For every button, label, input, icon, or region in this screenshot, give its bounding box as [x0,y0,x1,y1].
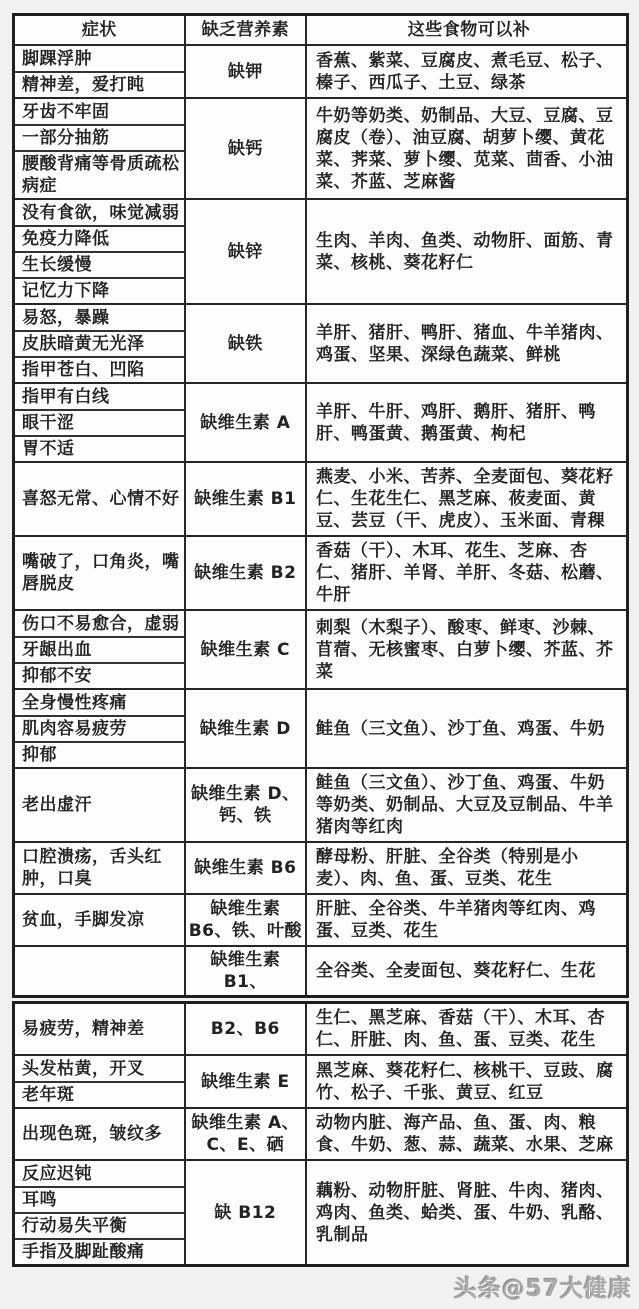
symptom-column [15,1004,184,1054]
symptom-cell [15,843,184,893]
symptom-cell [15,636,184,662]
symptom-cell [15,463,184,535]
nutrient-cell [184,690,307,767]
nutrient-cell [184,200,307,303]
symptom-cell [15,71,184,97]
symptom-cell [15,537,184,609]
nutrient-cell [184,895,307,945]
symptom-text: 嘴破了，口角炎，嘴唇脱皮 [22,552,180,594]
nutrient-cell [184,537,307,609]
nutrient-text: 缺维生素 E [201,1071,290,1092]
symptom-column [15,305,184,382]
symptom-cell [15,409,184,435]
nutrient-cell [184,384,307,461]
table-row [15,97,626,198]
nutrient-text: 缺钾 [227,61,263,82]
symptom-text: 记忆力下降 [22,281,110,301]
symptom-column [15,537,184,609]
table-row [15,461,626,535]
symptom-cell [15,611,184,636]
food-cell [307,305,626,382]
table-block-lower [12,1001,629,1267]
food-cell [307,1056,626,1107]
symptom-column [15,843,184,893]
table-row [15,535,626,609]
symptom-column [15,1161,184,1264]
food-cell [307,611,626,688]
food-text: 生仁、黑芝麻、香菇（干）、木耳、杏仁、肝脏、肉、鱼、蛋、豆类、花生 [316,1008,606,1050]
food-cell [307,769,626,841]
watermark: 头条@57大健康 [453,1276,632,1302]
food-text: 鲑鱼（三文鱼）、沙丁鱼、鸡蛋、牛奶等奶类、奶制品、大豆及豆制品、牛羊猪肉等红肉 [316,773,614,837]
symptom-cell [15,356,184,382]
header-foods [307,16,626,44]
symptom-cell [15,690,184,715]
symptom-text: 精神差，爱打盹 [22,75,145,95]
food-text: 羊肝、猪肝、鸭肝、猪血、牛羊猪肉、鸡蛋、坚果、深绿色蔬菜、鲜桃 [316,322,614,365]
symptom-text: 老年斑 [22,1085,75,1105]
symptom-text: 皮肤暗黄无光泽 [22,334,145,354]
symptom-text: 牙齿不牢固 [22,101,110,122]
symptom-cell [15,225,184,251]
nutrient-cell [184,463,307,535]
header-nutrient [184,16,307,44]
nutrient-text: B2、B6 [210,1019,280,1039]
food-cell [307,947,626,995]
table-row [15,1159,626,1264]
symptom-column [15,769,184,841]
food-text: 肝脏、全谷类、牛羊猪肉等红肉、鸡蛋、豆类、花生 [316,899,597,941]
nutrient-text: 缺钙 [227,138,263,159]
symptom-cell [15,124,184,150]
symptom-column [15,200,184,303]
food-cell [307,1004,626,1054]
table-row [15,1054,626,1107]
food-text: 鲑鱼（三文鱼）、沙丁鱼、鸡蛋、牛奶 [316,718,606,739]
table-row [15,609,626,688]
food-text: 香蕉、紫菜、豆腐皮、煮毛豆、松子、榛子、西瓜子、土豆、绿茶 [316,50,614,93]
food-text: 生肉、羊肉、鱼类、动物肝、面筋、青菜、核桃、葵花籽仁 [316,230,614,273]
symptom-text: 指甲苍白、凹陷 [22,360,145,380]
table-row [15,945,626,995]
nutrient-cell [184,305,307,382]
food-cell [307,384,626,461]
food-text: 刺梨（木梨子）、酸枣、鲜枣、沙棘、苜蓿、无核蜜枣、白萝卜缨、芥蓝、芥菜 [316,617,614,682]
food-text: 全谷类、全麦面包、葵花籽仁、生花 [316,961,597,981]
header-symptom-label: 症状 [81,20,117,40]
symptom-text: 易怒，暴躁 [22,307,110,328]
symptom-cell [15,1161,184,1186]
symptom-column [15,384,184,461]
symptom-cell [15,251,184,277]
table-block-upper [12,13,629,998]
symptom-text: 指甲有白线 [22,386,110,407]
table-row [15,303,626,382]
symptom-cell [15,895,184,945]
food-cell [307,1161,626,1264]
symptom-text: 易疲劳，精神差 [22,1019,145,1039]
symptom-text: 头发枯黄，开叉 [22,1058,145,1079]
symptom-column [15,463,184,535]
symptom-text: 反应迟钝 [22,1163,92,1184]
symptom-cell [15,1004,184,1054]
nutrient-text: 缺维生素 B1、 [210,950,281,992]
table-row [15,688,626,767]
food-cell [307,895,626,945]
nutrient-cell [184,947,307,995]
symptom-column [15,1056,184,1107]
food-text: 黑芝麻、葵花籽仁、核桃干、豆豉、腐竹、松子、千张、黄豆、红豆 [316,1060,614,1103]
food-text: 香菇（干）、木耳、花生、芝麻、杏仁、猪肝、羊肾、羊肝、冬菇、松蘑、牛肝 [316,541,614,605]
table-row [15,44,626,97]
symptom-text: 肌肉容易疲劳 [22,719,127,739]
symptom-cell [15,200,184,225]
symptom-text: 全身慢性疼痛 [22,692,127,713]
food-text: 牛奶等奶类、奶制品、大豆、豆腐、豆腐皮（卷）、油豆腐、胡萝卜缨、黄花菜、荠菜、萝卜缨、苋菜、茴香、小油菜、芥蓝、芝麻酱 [316,105,614,192]
nutrient-cell [184,1004,307,1054]
header-foods-label: 这些食物可以补 [407,20,531,40]
symptom-cell [15,1238,184,1264]
symptom-cell [15,305,184,330]
nutrient-cell [184,843,307,893]
nutrient-cell [184,99,307,198]
symptom-text: 行动易失平衡 [22,1216,127,1236]
symptom-text: 耳鸣 [22,1190,57,1210]
nutrition-table-page [12,13,629,1267]
symptom-cell [15,1081,184,1107]
nutrient-text: 缺 B12 [214,1202,277,1223]
food-cell [307,690,626,767]
symptom-cell [15,1109,184,1159]
food-text: 燕麦、小米、苦荞、全麦面包、葵花籽仁、生花生仁、黑芝麻、莜麦面、黄豆、芸豆（干、虎皮）、玉米面、青稞 [316,467,614,531]
symptom-text: 出现色斑，皱纹多 [22,1124,162,1144]
nutrient-cell [184,1109,307,1159]
nutrient-cell [184,769,307,841]
food-text: 动物内脏、海产品、鱼、蛋、肉、粮食、牛奶、葱、蒜、蔬菜、水果、芝麻 [316,1113,614,1155]
header-nutrient-label: 缺乏营养素 [201,20,290,40]
symptom-text: 抑郁 [22,745,57,765]
symptom-column [15,947,184,995]
symptom-text: 牙龈出血 [22,640,92,660]
nutrient-text: 缺维生素 B6、铁、叶酸 [188,899,302,941]
nutrient-text: 缺维生素 B2 [194,563,297,583]
food-cell [307,46,626,97]
symptom-column [15,611,184,688]
table-row [15,1004,626,1054]
symptom-text: 贫血，手脚发凉 [22,910,145,930]
table-row [15,893,626,945]
food-cell [307,463,626,535]
symptom-text: 伤口不易愈合，虚弱 [22,613,180,634]
food-text: 藕粉、动物肝脏、肾脏、牛肉、猪肉、鸡肉、鱼类、蛤类、蛋、牛奶、乳酪、乳制品 [316,1180,614,1245]
nutrient-cell [184,1161,307,1264]
symptom-text: 胃不适 [22,439,75,459]
symptom-column [15,690,184,767]
nutrient-text: 缺维生素 C [200,639,291,660]
symptom-cell [15,1186,184,1212]
symptom-cell [15,1212,184,1238]
symptom-cell [15,947,184,995]
symptom-cell [15,1056,184,1081]
symptom-cell [15,99,184,124]
symptom-text: 喜怒无常、心情不好 [22,489,180,509]
symptom-column [15,46,184,97]
table-row [15,1107,626,1159]
symptom-text: 老出虚汗 [22,795,92,815]
symptom-text: 一部分抽筋 [22,128,110,148]
food-text: 羊肝、牛肝、鸡肝、鹅肝、猪肝、鸭肝、鸭蛋黄、鹅蛋黄、枸杞 [316,401,597,444]
symptom-text: 口腔溃疡，舌头红肿，口臭 [22,847,162,889]
symptom-text: 手指及脚趾酸痛 [22,1242,145,1262]
symptom-column [15,895,184,945]
food-cell [307,843,626,893]
food-text: 酵母粉、肝脏、全谷类（特别是小麦）、肉、鱼、蛋、豆类、花生 [316,847,579,889]
nutrient-text: 缺锌 [227,241,263,262]
nutrient-cell [184,1056,307,1107]
table-row [15,198,626,303]
symptom-column [15,1109,184,1159]
symptom-text: 腰酸背痛等骨质疏松病症 [22,154,180,196]
table-header-row [15,16,626,44]
symptom-cell [15,330,184,356]
header-symptom [15,16,184,44]
symptom-cell [15,769,184,841]
symptom-text: 眼干涩 [22,413,75,433]
symptom-text: 生长缓慢 [22,255,92,275]
nutrient-text: 缺维生素 D [199,718,291,739]
symptom-cell [15,46,184,71]
nutrient-text: 缺维生素 A、C、E、硒 [191,1113,300,1155]
symptom-cell [15,715,184,741]
nutrient-text: 缺维生素 A [200,412,291,433]
symptom-text: 抑郁不安 [22,666,92,686]
nutrient-text: 缺维生素 D、钙、铁 [191,784,300,826]
food-cell [307,200,626,303]
symptom-cell [15,662,184,688]
table-row [15,767,626,841]
symptom-column [15,99,184,198]
symptom-cell [15,150,184,198]
nutrient-cell [184,46,307,97]
symptom-text: 脚踝浮肿 [22,48,92,69]
food-cell [307,1109,626,1159]
symptom-cell [15,435,184,461]
symptom-cell [15,384,184,409]
symptom-text: 没有食欲，味觉减弱 [22,202,180,223]
symptom-cell [15,277,184,303]
food-cell [307,99,626,198]
table-row [15,841,626,893]
symptom-cell [15,741,184,767]
nutrient-text: 缺维生素 B1 [194,489,297,509]
nutrient-cell [184,611,307,688]
nutrient-text: 缺铁 [227,333,263,354]
symptom-text: 免疫力降低 [22,229,110,249]
food-cell [307,537,626,609]
nutrient-text: 缺维生素 B6 [194,858,297,878]
table-row [15,382,626,461]
